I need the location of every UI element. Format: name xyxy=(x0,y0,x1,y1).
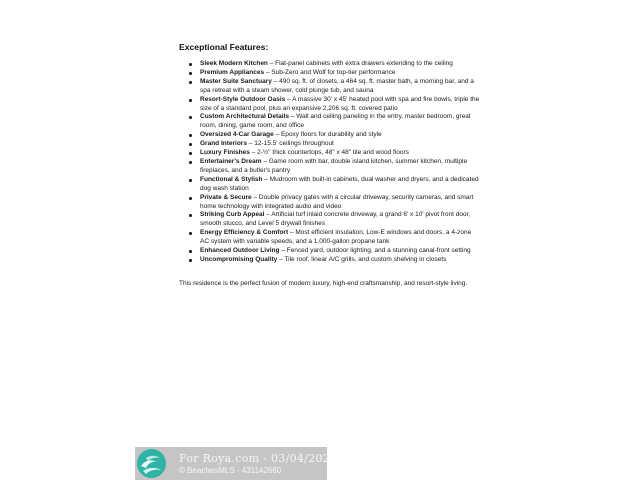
feature-item xyxy=(185,194,481,212)
feature-name: Custom Architectural Details xyxy=(200,113,289,121)
feature-name: Master Suite Sanctuary xyxy=(200,77,272,85)
roya-logo-icon xyxy=(137,449,166,478)
feature-item xyxy=(185,140,481,149)
bullet-icon xyxy=(189,250,192,253)
bullet-icon xyxy=(189,116,192,119)
feature-item xyxy=(185,211,481,229)
bullet-icon xyxy=(189,179,192,182)
feature-separator: – xyxy=(271,77,280,85)
bullet-icon xyxy=(189,99,192,102)
feature-separator: – xyxy=(251,193,259,201)
feature-description: 2-½" thick countertops, 48" x 48" tile and wood floors xyxy=(257,149,409,157)
feature-separator: – xyxy=(264,68,272,76)
feature-description: 490 sq. ft. of closets, a 464 sq. ft. master bath, a morning bar, and a spa retreat with a steam shower, cold plunge tub, and sauna xyxy=(200,77,474,94)
feature-list xyxy=(185,60,481,265)
feature-name: Energy Efficiency & Comfort xyxy=(200,229,289,237)
bullet-icon xyxy=(189,197,192,200)
bullet-icon xyxy=(189,259,192,262)
feature-name: Sleek Modern Kitchen xyxy=(200,60,268,67)
feature-separator: – xyxy=(261,157,269,165)
feature-name: Premium Appliances xyxy=(200,68,265,76)
feature-item xyxy=(185,96,481,114)
bullet-icon xyxy=(189,72,192,75)
bullet-icon xyxy=(189,152,192,155)
feature-name: Private & Secure xyxy=(200,193,252,201)
feature-description: Fenced yard, outdoor lighting, and a stunning canal-front setting xyxy=(286,247,471,255)
feature-item xyxy=(185,256,481,265)
feature-item xyxy=(185,176,481,194)
feature-name: Grand Interiors xyxy=(200,140,247,148)
feature-item xyxy=(185,131,481,140)
bullet-icon xyxy=(189,134,192,137)
bullet-icon xyxy=(189,232,192,235)
feature-separator: – xyxy=(277,255,285,263)
watermark-copyright-text: © BeachesMLS - 431142660 xyxy=(179,466,282,475)
feature-item xyxy=(185,247,481,256)
feature-item xyxy=(185,113,481,131)
feature-description: Flat-panel cabinets with extra drawers extending to the ceiling xyxy=(275,60,453,67)
feature-description: Game room with bar, double island kitchen, summer kitchen, multiple fireplaces, and a butler's pantry xyxy=(200,157,468,174)
bullet-icon xyxy=(189,143,192,146)
feature-description: Sub-Zero and Wolf for top-tier performance xyxy=(271,68,396,76)
feature-description: Mudroom with built-in cabinets, dual washer and dryers, and a dedicated dog wash station xyxy=(200,175,479,192)
feature-name: Luxury Finishes xyxy=(200,149,250,157)
feature-name: Oversized 4-Car Garage xyxy=(200,131,274,139)
feature-separator: – xyxy=(249,149,258,157)
feature-item xyxy=(185,60,481,69)
feature-name: Resort-Style Outdoor Oasis xyxy=(200,95,286,103)
feature-item xyxy=(185,158,481,176)
bullet-icon xyxy=(189,63,192,66)
bullet-icon xyxy=(189,161,192,164)
feature-item xyxy=(185,78,481,96)
watermark-source-text: For Roya.com - 03/04/2025 xyxy=(179,452,338,465)
feature-description: Double privacy gates with a circular driveway, security cameras, and smart home technology with integrated audio and video xyxy=(200,193,474,210)
feature-separator: – xyxy=(285,95,293,103)
feature-description: Artificial turf inlaid concrete driveway, a grand 6' x 10' pivot front door, smooth stucco, and Level 5 drywall finishes xyxy=(200,211,471,228)
feature-separator: – xyxy=(246,140,255,148)
feature-description: 12-15.5' ceilings throughout xyxy=(254,140,334,148)
feature-name: Functional & Stylish xyxy=(200,175,263,183)
document-page xyxy=(135,0,505,480)
bullet-icon xyxy=(189,214,192,217)
feature-description: Most efficient insulation, Low-E windows and doors, a 4-zone AC system with variable speeds, and a 1,000-gallon propane tank xyxy=(200,229,472,246)
feature-description: Tile roof, linear A/C grills, and custom shelving in closets xyxy=(284,255,447,263)
feature-separator: – xyxy=(288,113,297,121)
feature-separator: – xyxy=(264,211,272,219)
watermark-banner xyxy=(135,447,338,480)
feature-name: Enhanced Outdoor Living xyxy=(200,247,280,255)
feature-name: Striking Curb Appeal xyxy=(200,211,265,219)
feature-description: A massive 30' x 45' heated pool with spa and fire bowls, triple the size of a standard pool, plus an expansive 2,206 sq. ft. covered patio xyxy=(200,95,480,112)
feature-separator: – xyxy=(288,229,296,237)
feature-description: Epoxy floors for durability and style xyxy=(280,131,382,139)
feature-name: Uncompromising Quality xyxy=(200,255,278,263)
feature-separator: – xyxy=(279,247,287,255)
feature-name: Entertainer's Dream xyxy=(200,157,262,165)
feature-separator: – xyxy=(262,175,270,183)
feature-description: Wall and ceiling paneling in the entry, master bedroom, great room, dining, game room, and office xyxy=(200,113,471,130)
summary-paragraph: This residence is the perfect fusion of modern luxury, high-end craftsmanship, and resort-style living. xyxy=(179,280,468,287)
section-heading: Exceptional Features: xyxy=(179,42,269,52)
feature-item xyxy=(185,149,481,158)
feature-item xyxy=(185,69,481,78)
bullet-icon xyxy=(189,81,192,84)
feature-separator: – xyxy=(267,60,276,67)
feature-item xyxy=(185,229,481,247)
feature-separator: – xyxy=(273,131,281,139)
